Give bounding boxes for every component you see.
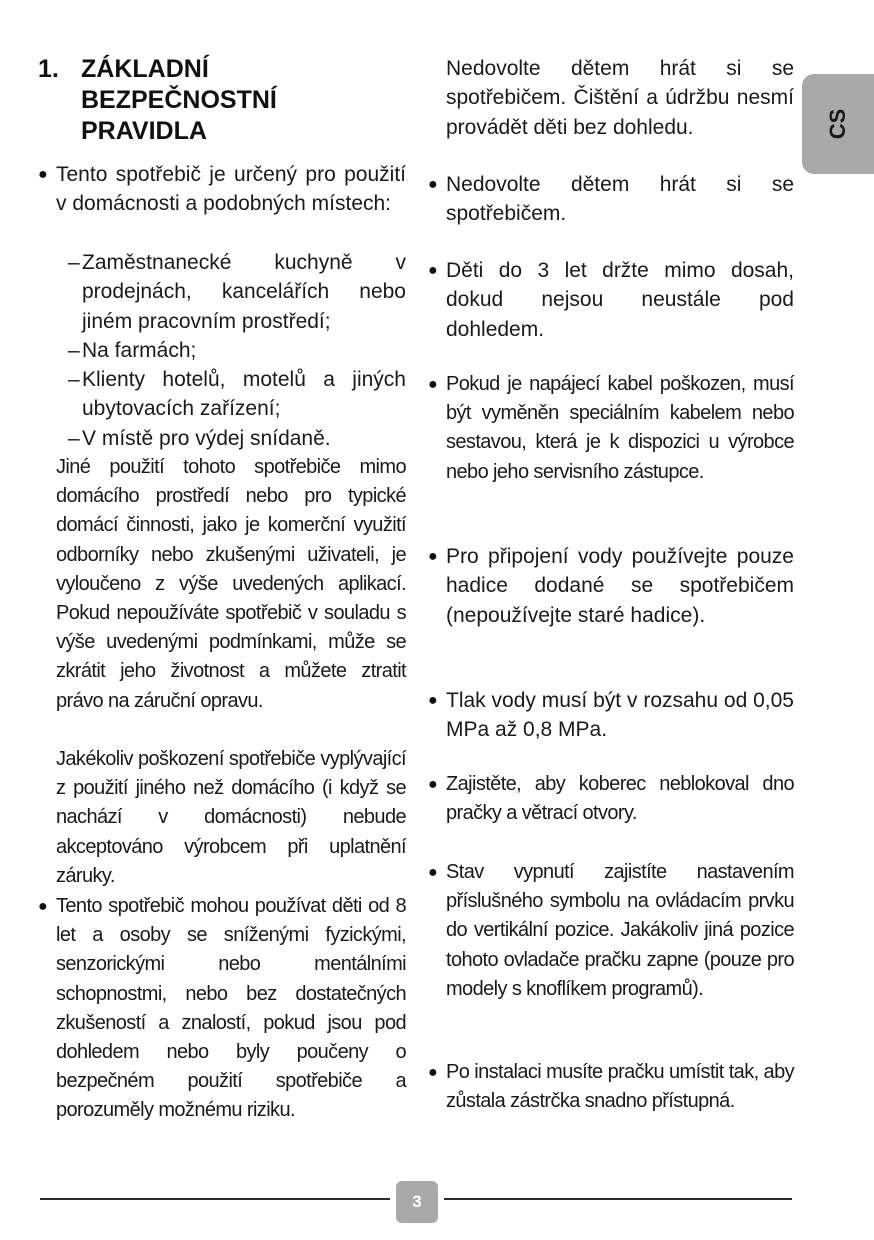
bullet-icon: ●	[428, 1064, 438, 1081]
bullet-icon: ●	[428, 776, 438, 793]
dash-icon: –	[68, 427, 80, 450]
bullet-1-paragraph-1: Jiné použití tohoto spotřebiče mimo domácího prostředí nebo pro typické domácí činnosti, jako je komerční využití odborníky nebo zkušenými uživateli, je vyloučeno z výše uvedených aplikací. Pokud nepoužíváte spotřebič v souladu s výše uvedenými podmínkami, může se zkrátit jeho životnost a můžete ztratit právo na záruční opravu.	[56, 456, 406, 712]
section-number: 1.	[38, 55, 59, 83]
bullet-icon: ●	[428, 176, 438, 193]
sub-item-2: Na farmách;	[82, 339, 197, 362]
dash-icon: –	[68, 368, 80, 391]
right-bullet-1: Nedovolte dětem hrát si se spotřebičem.	[446, 173, 794, 226]
bullet-icon: ●	[428, 864, 438, 881]
bullet-icon: ●	[428, 692, 438, 709]
dash-icon: –	[68, 251, 80, 274]
language-tab	[802, 74, 874, 174]
right-bullet-8: Po instalaci musíte pračku umístit tak, aby zůstala zástrčka snadno přístupná.	[446, 1061, 794, 1113]
bullet-icon: ●	[428, 376, 438, 393]
bullet-icon: ●	[428, 548, 438, 565]
footer-rule-left	[40, 1198, 390, 1200]
right-bullet-7: Stav vypnutí zajistíte nastavením příslušného symbolu na ovládacím prvku do vertikální pozice. Jakákoliv jiná pozice tohoto ovladače pračku zapne (pouze pro modely s knoflíkem programů).	[446, 861, 794, 1000]
page-number-badge: 3	[396, 1181, 438, 1223]
bullet-icon: ●	[38, 898, 48, 915]
dash-icon: –	[68, 339, 80, 362]
right-bullet-4: Pro připojení vody používejte pouze hadice dodané se spotřebičem (nepoužívejte staré hadice).	[446, 545, 794, 627]
continuation-paragraph: Nedovolte dětem hrát si se spotřebičem. Čištění a údržbu nesmí provádět děti bez dohledu.	[446, 57, 794, 139]
language-code: CS	[825, 108, 850, 140]
right-bullet-6: Zajistěte, aby koberec neblokoval dno pračky a větrací otvory.	[446, 773, 794, 825]
bullet-2: Tento spotřebič mohou používat děti od 8 let a osoby se sníženými fyzickými, senzorickými nebo mentálními schopnostmi, nebo bez dostatečných zkušeností a znalostí, pokud jsou pod dohledem nebo byly poučeny o bezpečném použití spotřebiče a porozuměly možnému riziku.	[56, 895, 406, 1122]
right-bullet-5: Tlak vody musí být v rozsahu od 0,05 MPa až 0,8 MPa.	[446, 689, 794, 742]
sub-item-4: V místě pro výdej snídaně.	[82, 427, 331, 450]
footer-rule-right	[444, 1198, 792, 1200]
right-bullet-3: Pokud je napájecí kabel poškozen, musí být vyměněn speciálním kabelem nebo sestavou, která je k dispozici u výrobce nebo jeho servisního zástupce.	[446, 373, 794, 483]
bullet-1-paragraph-2: Jakékoliv poškození spotřebiče vyplývající z použití jiného než domácího (i když se nachází v domácnosti) nebude akceptováno výrobcem při uplatnění záruky.	[56, 748, 406, 887]
bullet-icon: ●	[38, 166, 48, 183]
bullet-1-intro: Tento spotřebič je určený pro použití v domácnosti a podobných místech:	[56, 163, 406, 216]
bullet-icon: ●	[428, 262, 438, 279]
section-title: ZÁKLADNÍ BEZPEČNOSTNÍ PRAVIDLA	[81, 55, 277, 145]
right-bullet-2: Děti do 3 let držte mimo dosah, dokud nejsou neustále pod dohledem.	[446, 259, 794, 341]
sub-item-3: Klienty hotelů, motelů a jiných ubytovacích zařízení;	[82, 368, 406, 421]
sub-item-1: Zaměstnanecké kuchyně v prodejnách, kancelářích nebo jiném pracovním prostředí;	[82, 251, 406, 333]
